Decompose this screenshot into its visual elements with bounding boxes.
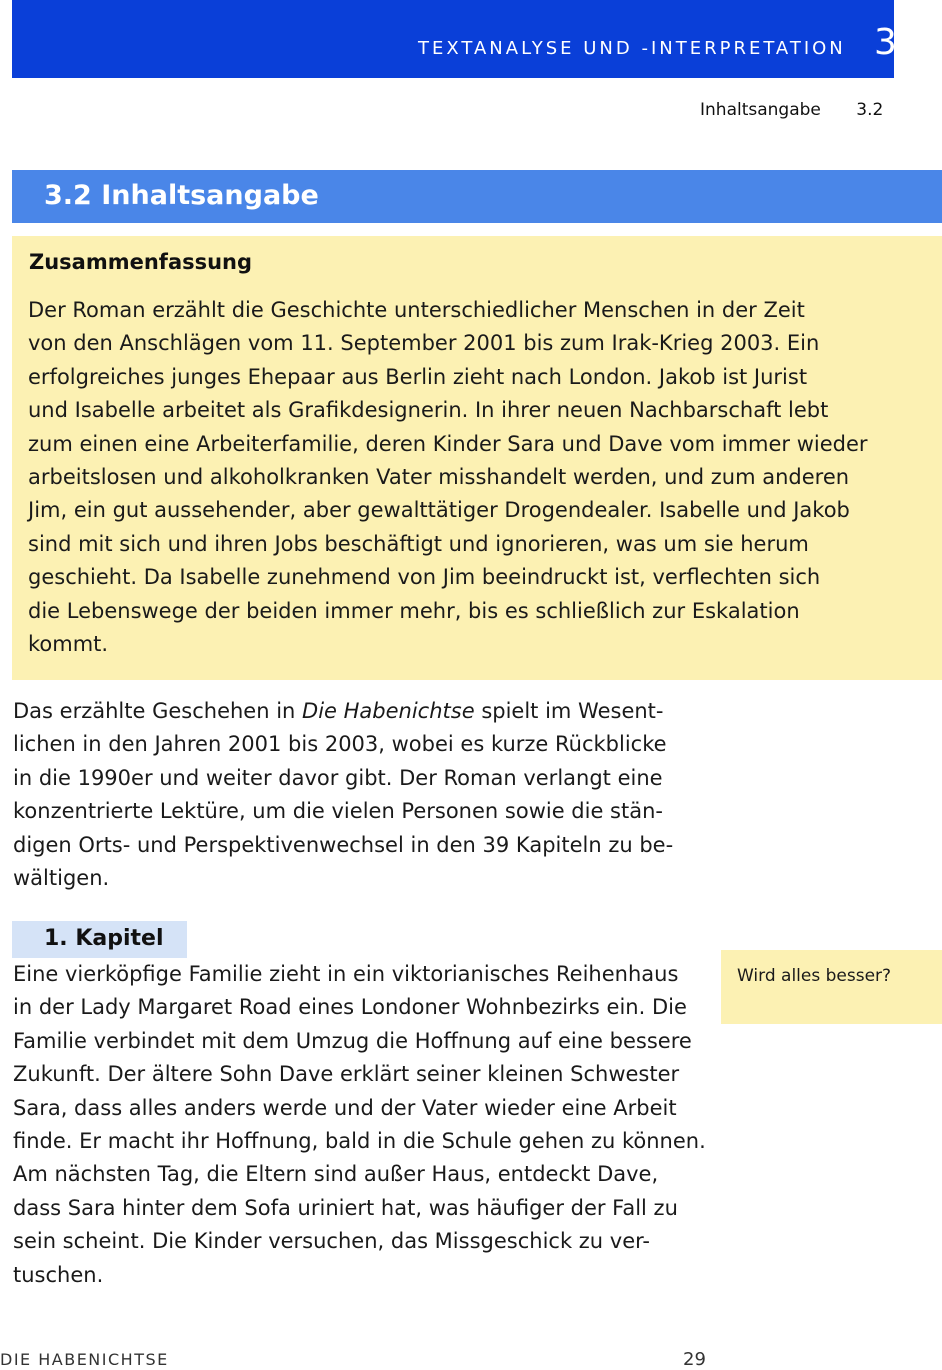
chapter-line: in der Lady Margaret Road eines Londoner Wohnbezirks ein. Die — [13, 995, 687, 1020]
summary-line: die Lebenswege der beiden immer mehr, bis es schließlich zur Eskalation — [28, 598, 800, 623]
summary-line: erfolgreiches junges Ehepaar aus Berlin zieht nach London. Jakob ist Jurist — [28, 364, 808, 389]
chapter-title: TEXTANALYSE UND -INTERPRETATION — [418, 38, 846, 59]
chapter-heading: 1. Kapitel — [44, 926, 164, 951]
book-title-italic: Die Habenichtse — [302, 699, 475, 723]
chapter-line: tuschen. — [13, 1262, 104, 1287]
intro-line — [13, 695, 718, 728]
summary-text — [28, 294, 908, 661]
chapter-line: finde. Er macht ihr Hoffnung, bald in die Schule gehen zu können. — [13, 1129, 706, 1154]
chapter-paragraph — [13, 958, 718, 1292]
chapter-line: Eine vierköpfige Familie zieht in ein viktorianisches Reihenhaus — [13, 962, 679, 986]
margin-note: Wird alles besser? — [737, 966, 892, 986]
intro-line: wältigen. — [13, 866, 110, 891]
summary-line: Der Roman erzählt die Geschichte unterschiedlicher Menschen in der Zeit — [28, 298, 805, 322]
summary-heading: Zusammenfassung — [29, 250, 253, 274]
intro-line: konzentrierte Lektüre, um die vielen Personen sowie die stän- — [13, 799, 663, 824]
chapter-line: Am nächsten Tag, die Eltern sind außer Haus, entdeckt Dave, — [13, 1162, 659, 1187]
summary-line: geschieht. Da Isabelle zunehmend von Jim beeindruckt ist, verflechten sich — [28, 565, 821, 590]
chapter-line: Zukunft. Der ältere Sohn Dave erklärt seiner kleinen Schwester — [13, 1062, 680, 1087]
chapter-line: Sara, dass alles anders werde und der Vater wieder eine Arbeit — [13, 1095, 677, 1120]
footer-book-title: DIE HABENICHTSE — [0, 1350, 169, 1369]
running-title: Inhaltsangabe — [700, 100, 821, 120]
page-number: 29 — [683, 1349, 706, 1370]
summary-line: sind mit sich und ihren Jobs beschäftigt und ignorieren, was um sie herum — [28, 531, 809, 556]
intro-text: spielt im Wesent- — [474, 699, 664, 723]
summary-line: und Isabelle arbeitet als Grafikdesignerin. In ihrer neuen Nachbarschaft lebt — [28, 398, 829, 423]
summary-line: kommt. — [28, 632, 109, 657]
summary-line: arbeitslosen und alkoholkranken Vater misshandelt werden, und zum anderen — [28, 465, 850, 490]
section-title: 3.2 Inhaltsangabe — [44, 180, 319, 211]
summary-line: von den Anschlägen vom 11. September 2001 bis zum Irak-Krieg 2003. Ein — [28, 331, 820, 356]
chapter-line: dass Sara hinter dem Sofa uriniert hat, was häufiger der Fall zu — [13, 1195, 678, 1220]
intro-line: digen Orts- und Perspektivenwechsel in den 39 Kapiteln zu be- — [13, 832, 674, 857]
chapter-number: 3 — [874, 22, 897, 63]
chapter-line: Familie verbindet mit dem Umzug die Hoffnung auf eine bessere — [13, 1028, 692, 1053]
running-section: 3.2 — [856, 100, 884, 120]
intro-line: lichen in den Jahren 2001 bis 2003, wobei es kurze Rückblicke — [13, 732, 667, 757]
running-head — [700, 100, 883, 120]
summary-line: Jim, ein gut aussehender, aber gewalttätiger Drogendealer. Isabelle und Jakob — [28, 498, 850, 523]
intro-paragraph — [13, 695, 718, 895]
intro-text: Das erzählte Geschehen in — [13, 699, 303, 723]
chapter-line: sein scheint. Die Kinder versuchen, das Missgeschick zu ver- — [13, 1229, 651, 1254]
intro-line: in die 1990er und weiter davor gibt. Der Roman verlangt eine — [13, 765, 663, 790]
summary-line: zum einen eine Arbeiterfamilie, deren Kinder Sara und Dave vom immer wieder — [28, 431, 868, 456]
